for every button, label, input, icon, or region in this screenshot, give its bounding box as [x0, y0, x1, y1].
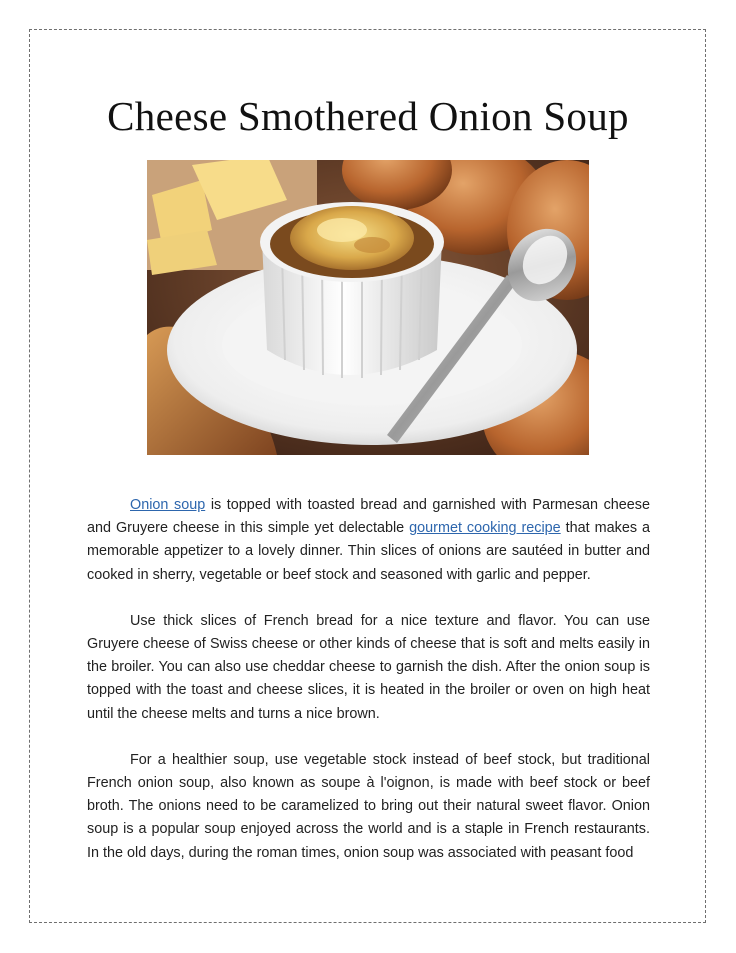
paragraph-1-text-a: is topped with toasted bread and garnished with Parmesan cheese and Gruyere cheese in this simple yet delectable	[87, 497, 651, 537]
paragraph-1-text-b: that makes a memorable appetizer to a lovely dinner. Thin slices of onions are sautéed in butter and cooked in sherry, vegetable or beef stock and seasoned with garlic and pepper.	[87, 520, 650, 583]
onion-soup-link[interactable]: Onion soup	[130, 497, 206, 513]
gourmet-cooking-recipe-link[interactable]: gourmet cooking recipe	[409, 520, 561, 537]
paragraph-2: Use thick slices of French bread for a nice texture and flavor. You can use Gruyere cheese of Swiss cheese or other kinds of cheese that is soft and melts easily in the broiler. You can also use cheddar cheese to garnish the dish. After the onion soup is topped with the toast and cheese slices, it is heated in the broiler or oven on high heat until the cheese melts and turns a nice brown.	[87, 612, 650, 722]
onion-soup-photo	[147, 160, 589, 455]
paragraph-1	[87, 494, 650, 587]
paragraph-3: For a healthier soup, use vegetable stock instead of beef stock, but traditional French onion soup, also known as soupe à l'oignon, is made with beef stock or beef broth. The onions need to be caramelized to bring out their natural sweet flavor. Onion soup is a popular soup enjoyed across the world and is a staple in French restaurants. In the old days, during the roman times, onion soup was associated with peasant food	[87, 751, 650, 861]
article-body	[87, 494, 650, 888]
page-title: Cheese Smothered Onion Soup	[107, 93, 629, 139]
